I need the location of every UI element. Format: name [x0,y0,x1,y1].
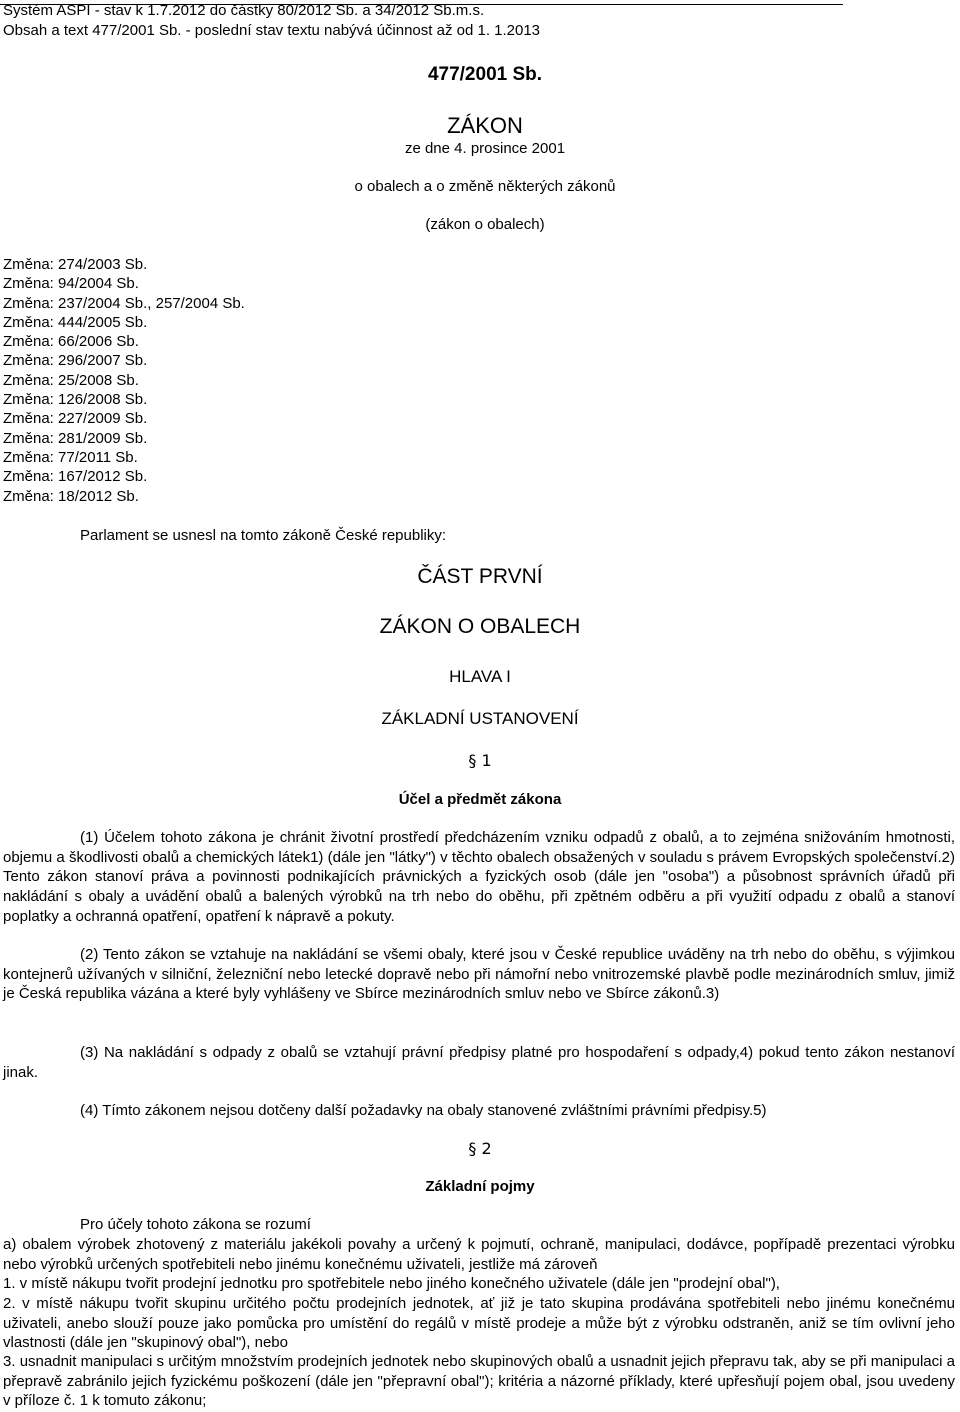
amendment-item: Změna: 25/2008 Sb. [3,371,139,389]
section-2-intro: Pro účely tohoto zákona se rozumí [80,1216,311,1233]
amendment-item: Změna: 66/2006 Sb. [3,333,139,351]
amendment-item: Změna: 296/2007 Sb. [3,352,148,370]
law-subject: o obalech a o změně některých zákonů [354,178,616,195]
header-line-1: Systém ASPI - stav k 1.7.2012 do částky 80/2012 Sb. a 34/2012 Sb.m.s. [3,2,485,19]
document-header [3,1,540,41]
section-1-para-4: (4) Tímto zákonem nejsou dotčeny další požadavky na obaly stanovené zvláštními právními předpisy.5) [80,1102,767,1119]
section-1-para-1: (1) Účelem tohoto zákona je chránit životní prostředí předcházením vzniku odpadů z obalů, a to zejména snižováním hmotnosti, objemu a škodlivosti obalů a chemických látek1) (dále jen "látky") v těchto obalech obsažených v souladu s právem Evropských společenství.2) Tento zákon stanoví práva a povinnosti podnikajících právnických a fyzických osob (dále jen "osoba") a působnost správních úřadů při nakládání s obaly a uvádění obalů a balených výrobků na trh nebo do oběhu, při zpětném odběru a při využití odpadu z obalů a stanoví poplatky a ochranná opatření, opatření k nápravě a pokuty. [3,829,955,925]
enactment-clause: Parlament se usnesl na tomto zákoně České republiky: [80,527,447,544]
definition-a-item-2: 2. v místě nákupu tvořit skupinu určitého počtu prodejních jednotek, ať již je tato skupina prodávána spotřebiteli nebo jinému konečnému uživateli, anebo slouží pouze jako pomůcka pro umístění do regálů v místě prodeje a může být z výrobku odstraněn, aniž se tím ovlivní jeho vlastnosti (dále jen "skupinový obal"), nebo [3,1295,955,1352]
amendment-item: Změna: 18/2012 Sb. [3,487,139,505]
law-number: 477/2001 Sb. [427,64,543,85]
amendment-item: Změna: 227/2009 Sb. [3,410,148,428]
header-line-2: Obsah a text 477/2001 Sb. - poslední stav textu nabývá účinnost až od 1. 1.2013 [3,22,541,39]
chapter-heading: HLAVA I [449,667,511,686]
chapter-title: ZÁKLADNÍ USTANOVENÍ [381,709,579,728]
section-1-para-3: (3) Na nakládání s odpady z obalů se vztahují právní předpisy platné pro hospodaření s odpady,4) pokud tento zákon nestanoví jinak. [3,1044,955,1081]
amendments-list [3,255,245,506]
section-1-title: Účel a předmět zákona [398,791,562,808]
law-type: ZÁKON [447,113,523,138]
definition-a-item-3: 3. usnadnit manipulaci s určitým množstvím prodejních jednotek nebo skupinových obalů a usnadnit jejich přepravu tak, aby se při manipulaci a přepravě zabránilo jejich fyzickému poškození (dále jen "přepravní obal"); kritéria a názorné příklady, které upřesňují pojem obal, jsou uvedeny v příloze č. 1 k tomuto zákonu; [3,1353,955,1410]
part-heading: ČÁST PRVNÍ [417,565,543,588]
law-short-title: (zákon o obalech) [425,216,545,233]
section-2-sign: § 2 [468,1139,492,1158]
definition-a-item-1: 1. v místě nákupu tvořit prodejní jednotku pro spotřebitele nebo jiného konečného uživatele (dále jen "prodejní obal"), [3,1275,780,1292]
section-1-sign: § 1 [468,751,492,770]
amendment-item: Změna: 94/2004 Sb. [3,275,139,293]
section-1-para-2: (2) Tento zákon se vztahuje na nakládání se všemi obaly, které jsou v České republice uváděny na trh nebo do oběhu, s výjimkou kontejnerů užívaných v silniční, železniční nebo letecké dopravě nebo při námořní nebo vnitrozemské plavbě podle mezinárodních smluv, jimiž je Česká republika vázána a které byly vyhlášeny ve Sbírce mezinárodních smluv nebo ve Sbírce zákonů.3) [3,946,955,1003]
amendment-item: Změna: 77/2011 Sb. [3,448,138,466]
amendment-item: Změna: 167/2012 Sb. [3,468,148,486]
amendment-item: Změna: 444/2005 Sb. [3,313,148,331]
definition-a: a) obalem výrobek zhotovený z materiálu jakékoli povahy a určený k pojmutí, ochraně, manipulaci, dodávce, popřípadě prezentaci výrobku nebo výrobků určených spotřebiteli nebo jinému konečnému uživateli, jestliže má zároveň [3,1236,955,1273]
amendment-item: Změna: 126/2008 Sb. [3,391,148,409]
section-2-title: Základní pojmy [425,1178,535,1195]
amendment-item: Změna: 281/2009 Sb. [3,429,148,447]
law-date: ze dne 4. prosince 2001 [404,140,566,157]
amendment-item: Změna: 237/2004 Sb., 257/2004 Sb. [3,294,245,312]
amendment-item: Změna: 274/2003 Sb. [3,256,148,273]
part-title: ZÁKON O OBALECH [379,615,581,638]
